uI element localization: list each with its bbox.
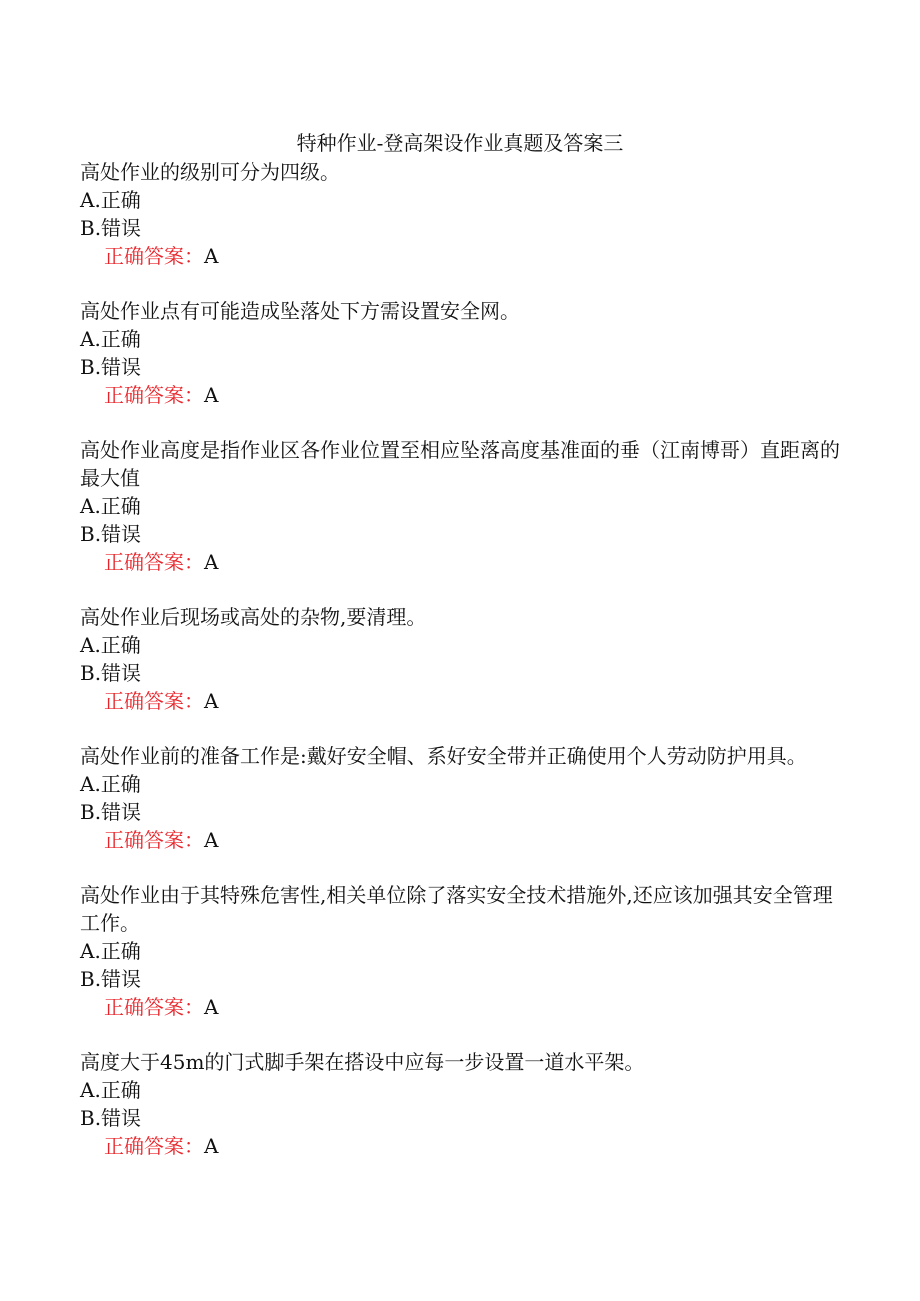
answer-line (80, 993, 840, 1021)
question-block (80, 158, 840, 270)
question-block (80, 742, 840, 854)
answer-label: 正确答案： (104, 828, 204, 852)
question-block (80, 881, 840, 1021)
answer-label: 正确答案： (104, 383, 204, 407)
answer-label: 正确答案： (104, 550, 204, 574)
answer-label: 正确答案： (104, 1134, 204, 1158)
question-list (80, 158, 840, 1187)
answer-line (80, 826, 840, 854)
question-text: 高处作业前的准备工作是:戴好安全帽、系好安全带并正确使用个人劳动防护用具。 (80, 744, 807, 768)
answer-value: A (204, 550, 219, 574)
answer-line (80, 1132, 840, 1160)
answer-label: 正确答案： (104, 689, 204, 713)
question-text: 高处作业点有可能造成坠落处下方需设置安全网。 (80, 299, 520, 323)
question-text: 高处作业高度是指作业区各作业位置至相应坠落高度基准面的垂（江南博哥）直距离的最大值 (80, 438, 840, 490)
answer-line (80, 381, 840, 409)
option-a: A.正确 (80, 633, 141, 657)
answer-label: 正确答案： (104, 995, 204, 1019)
option-b: B.错误 (80, 216, 142, 240)
option-b: B.错误 (80, 967, 142, 991)
question-block (80, 436, 840, 576)
document-title: 特种作业-登高架设作业真题及答案三 (296, 131, 624, 155)
question-block (80, 297, 840, 409)
answer-value: A (204, 383, 219, 407)
question-text: 高处作业的级别可分为四级。 (80, 160, 340, 184)
answer-label: 正确答案： (104, 244, 204, 268)
question-block (80, 603, 840, 715)
answer-line (80, 548, 840, 576)
option-a: A.正确 (80, 494, 141, 518)
answer-value: A (204, 828, 219, 852)
option-a: A.正确 (80, 327, 141, 351)
option-b: B.错误 (80, 661, 142, 685)
option-a: A.正确 (80, 188, 141, 212)
option-a: A.正确 (80, 939, 141, 963)
option-b: B.错误 (80, 355, 142, 379)
question-text: 高度大于45m的门式脚手架在搭设中应每一步设置一道水平架。 (80, 1050, 645, 1074)
option-a: A.正确 (80, 772, 141, 796)
question-text: 高处作业后现场或高处的杂物,要清理。 (80, 605, 427, 629)
answer-line (80, 242, 840, 270)
option-b: B.错误 (80, 522, 142, 546)
answer-value: A (204, 244, 219, 268)
answer-value: A (204, 995, 219, 1019)
option-b: B.错误 (80, 800, 142, 824)
question-block (80, 1048, 840, 1160)
answer-line (80, 687, 840, 715)
option-a: A.正确 (80, 1078, 141, 1102)
option-b: B.错误 (80, 1106, 142, 1130)
answer-value: A (204, 1134, 219, 1158)
answer-value: A (204, 689, 219, 713)
question-text: 高处作业由于其特殊危害性,相关单位除了落实安全技术措施外,还应该加强其安全管理工作。 (80, 883, 833, 935)
